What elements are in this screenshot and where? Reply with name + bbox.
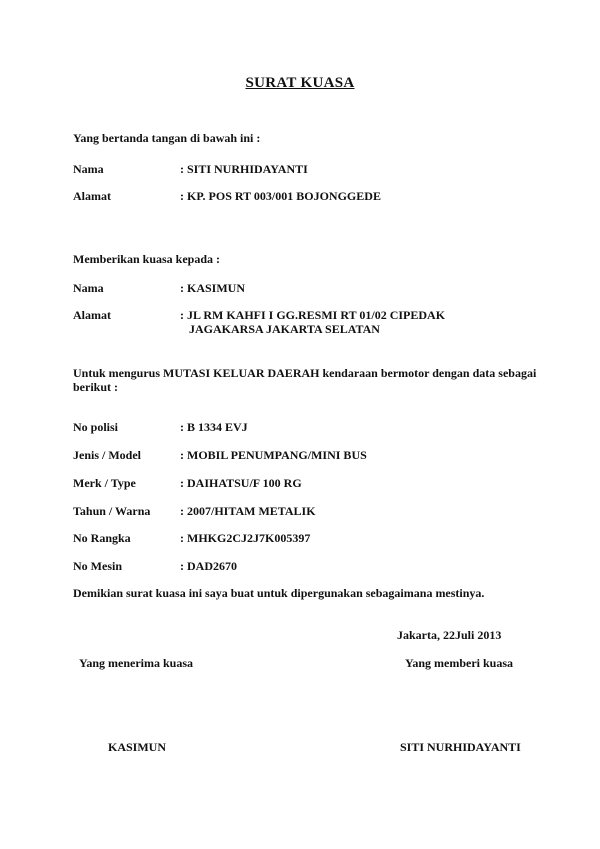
grant-intro-text: Memberikan kuasa kepada :	[73, 252, 221, 266]
vehicle-row-value: : DAD2670	[180, 559, 237, 573]
intro-text: Yang bertanda tangan di bawah ini :	[73, 131, 261, 145]
vehicle-row-value: : MHKG2CJ2J7K005397	[180, 531, 311, 545]
grantor-name-label: Nama	[73, 162, 104, 176]
grantor-address-value: : KP. POS RT 003/001 BOJONGGEDE	[180, 189, 381, 203]
vehicle-row-label: No polisi	[73, 420, 119, 434]
grantee-name-label: Nama	[73, 281, 104, 295]
place-date: Jakarta, 22Juli 2013	[397, 628, 502, 642]
closing-text: Demikian surat kuasa ini saya buat untuk dipergunakan sebagaimana mestinya.	[73, 586, 485, 600]
grantor-name-value: : SITI NURHIDAYANTI	[180, 162, 308, 176]
vehicle-row-label: Jenis / Model	[73, 448, 141, 462]
grantee-address-line1: : JL RM KAHFI I GG.RESMI RT 01/02 CIPEDAK	[180, 308, 446, 322]
vehicle-row-label: No Mesin	[73, 559, 122, 573]
vehicle-row-label: Tahun / Warna	[73, 504, 151, 518]
grantee-name-value: : KASIMUN	[180, 281, 245, 295]
purpose-line1: Untuk mengurus MUTASI KELUAR DAERAH kendaraan bermotor dengan data sebagai	[73, 366, 537, 380]
receiver-name: KASIMUN	[108, 740, 167, 754]
vehicle-row-value: : B 1334 EVJ	[180, 420, 248, 434]
vehicle-row-value: : DAIHATSU/F 100 RG	[180, 476, 302, 490]
grantee-address-label: Alamat	[73, 308, 111, 322]
vehicle-row-value: : MOBIL PENUMPANG/MINI BUS	[180, 448, 367, 462]
receiver-label: Yang menerima kuasa	[79, 656, 194, 670]
vehicle-row-label: No Rangka	[73, 531, 131, 545]
giver-label: Yang memberi kuasa	[405, 656, 514, 670]
document-title: SURAT KUASA	[245, 75, 355, 91]
purpose-line2: berikut :	[73, 380, 118, 394]
vehicle-row-value: : 2007/HITAM METALIK	[180, 504, 316, 518]
grantee-address-line2: JAGAKARSA JAKARTA SELATAN	[189, 322, 380, 336]
grantor-address-label: Alamat	[73, 189, 111, 203]
giver-name: SITI NURHIDAYANTI	[400, 740, 521, 754]
vehicle-row-label: Merk / Type	[73, 476, 136, 490]
